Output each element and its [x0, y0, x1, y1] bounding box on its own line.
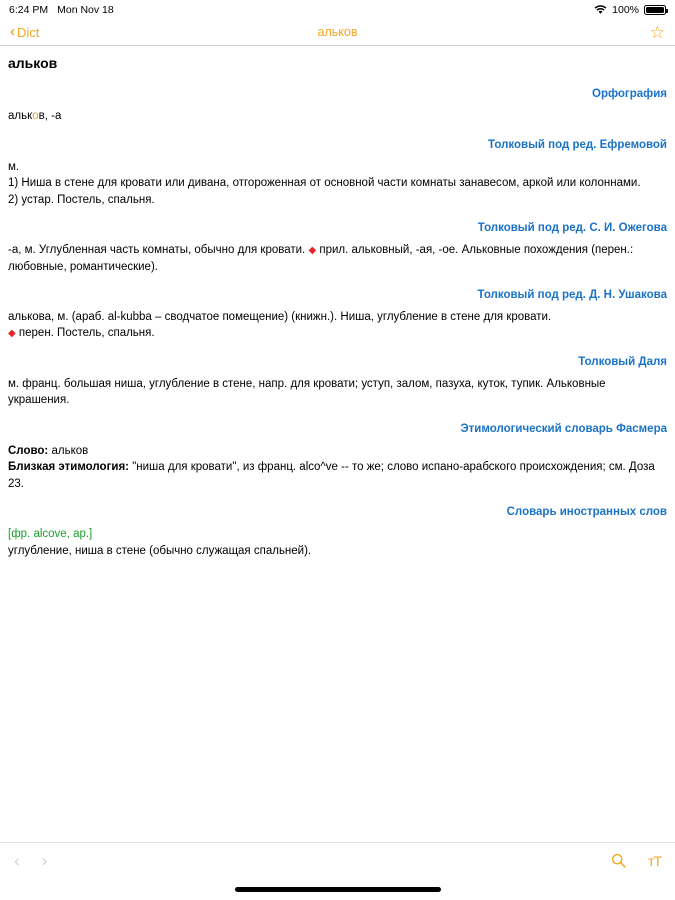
entry-line: м. франц. большая ниша, углубление в стене, напр. для кровати; уступ, залом, пазуха, куток, тупик. Альковные украшения. [8, 378, 606, 407]
chevron-right-icon[interactable]: › [41, 851, 48, 870]
entry-foreign-words [8, 526, 667, 559]
star-outline-icon[interactable]: ☆ [649, 22, 665, 42]
entry-line: альков, -а [8, 110, 62, 123]
search-icon[interactable] [611, 853, 626, 868]
entry-vasmer [8, 443, 667, 492]
section-title-ushakov: Толковый под ред. Д. Н. Ушакова [477, 288, 667, 301]
entry-orthography [8, 108, 667, 124]
entry-line: [фр. alcove, ар.] [8, 528, 93, 541]
section-title-efremova: Толковый под ред. Ефремовой [488, 138, 667, 151]
diamond-icon: ◆ [308, 245, 317, 257]
back-button-label: Dict [17, 24, 40, 40]
home-indicator-area [0, 878, 675, 900]
entry-label: Близкая этимология: [8, 461, 129, 474]
entry-line: углубление, ниша в стене (обычно служащая спальней). [8, 544, 312, 557]
highlight-letter: о [32, 110, 39, 123]
wifi-icon [594, 5, 607, 15]
toolbar-right [611, 853, 661, 868]
entry-line: м. [8, 160, 20, 173]
navigation-bar [0, 19, 675, 46]
entry-line: алькова, м. (араб. al-kubba – сводчатое помещение) (книжн.). Ниша, углубление в стене для кровати. [8, 311, 552, 324]
chevron-left-icon: ‹ [10, 23, 15, 40]
battery-percent: 100% [612, 3, 639, 16]
headword: альков [8, 55, 58, 71]
section-title-foreign-words: Словарь иностранных слов [506, 506, 667, 519]
section-title-vasmer: Этимологический словарь Фасмера [460, 422, 667, 435]
section-title-orthography: Орфография [592, 87, 667, 100]
section-title-dal: Толковый Даля [578, 355, 667, 368]
chevron-left-icon[interactable]: ‹ [14, 851, 20, 870]
status-bar-right [594, 4, 666, 16]
toolbar-left [14, 852, 47, 869]
diamond-icon: ◆ [8, 328, 16, 340]
entry-line: Слово: альков [8, 445, 89, 458]
section-title-ozhegov: Толковый под ред. С. И. Ожегова [477, 221, 667, 234]
status-date: Mon Nov 18 [57, 3, 114, 16]
entry-ushakov [8, 309, 667, 342]
entry-line: 1) Ниша в стене для кровати или дивана, отгороженная от основной части комнаты занавесом, аркой или колоннами. [8, 177, 641, 190]
home-indicator[interactable] [235, 887, 441, 892]
entry-dal [8, 376, 667, 409]
text-size-icon[interactable]: тT [648, 852, 661, 869]
page-title: альков [317, 25, 358, 39]
status-bar-left [9, 4, 114, 16]
battery-fill [646, 7, 664, 13]
entry-line: -а, м. Углубленная часть комнаты, обычно для кровати. ◆ прил. альковный, -ая, -ое. Альковные похождения (перен.: любовные, романтические). [8, 244, 634, 273]
entry-label: Слово: [8, 445, 49, 458]
back-button[interactable] [10, 25, 39, 40]
status-bar [0, 0, 675, 19]
status-time: 6:24 PM [9, 3, 49, 16]
entry-ozhegov [8, 242, 667, 275]
article-content [0, 46, 675, 842]
entry-line: 2) устар. Постель, спальня. [8, 193, 155, 206]
entry-line: Близкая этимология: "ниша для кровати", из франц. alco^ve -- то же; слово испано-арабского происхождения; см. Доза 23. [8, 461, 655, 490]
entry-efremova [8, 159, 667, 208]
entry-line: ◆ перен. Постель, спальня. [8, 327, 155, 340]
battery-icon [644, 5, 666, 15]
bottom-toolbar [0, 842, 675, 878]
